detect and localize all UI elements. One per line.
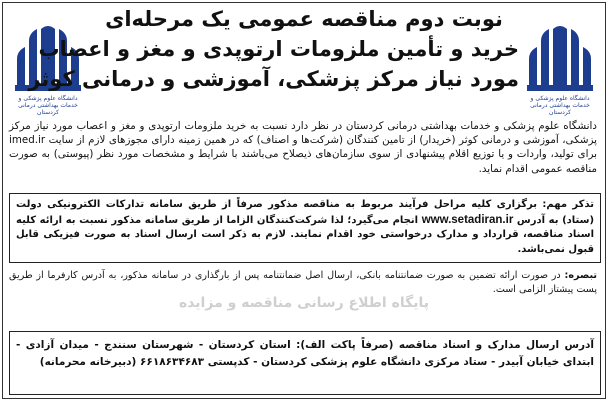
notice-text-part1: تذکر مهم: برگزاری کلیه مراحل فرآیند مربوط به مناقصه مذکور صرفاً از طریق سامانه تدارکات الکترونیکی دولت (ستاد) به آدرس [16,199,595,226]
notice-text-part2: انجام می‌گیرد؛ لذا شرکت‌کنندگان الزاما از طریق سامانه مذکور نسبت به ارائه کلیه اسناد مناقصه، قرارداد و مدارک درخواستی خود اقدام نمایند. لازم به ذکر است ارسال اسناد به صورت فیزیکی قابل قبول نمی‌باشد. [16,214,594,255]
note-text: در صورت ارائه تضمین به صورت ضمانتنامه بانکی، ارسال اصل ضمانتنامه پس از بارگذاری در سامانه مذکور، به آدرس کارفرما از طریق پست پیشتاز الزامی است. [9,270,597,295]
important-notice-box [9,193,601,263]
watermark-text: پایگاه اطلاع رسانی مناقصه و مزایده [178,295,430,311]
setad-website-link[interactable]: www.setadiran.ir [421,213,514,226]
address-box: آدرس ارسال مدارک و اسناد مناقصه (صرفاً پاکت الف): استان کردستان - شهرستان سنندج - میدان آزادی - ابتدای خیابان آبیدر - ستاد مرکزی دانشگاه علوم پزشکی کردستان - کدپستی ۶۶۱۸۶۳۴۶۸۳ (دبیرخانه محرمانه) [9,331,601,395]
note-paragraph [9,269,597,296]
logo-caption: دانشگاه علوم پزشکی و خدمات بهداشتی درمانی کردستان [18,95,78,116]
tender-announcement [2,2,606,399]
announcement-title-line3: مورد نیاز مرکز پزشکی، آموزشی و درمانی کوثر [28,67,519,91]
intro-paragraph: دانشگاه علوم پزشکی و خدمات بهداشتی درمانی کردستان در نظر دارد نسبت به خرید ملزومات ارتوپدی و مغز و اعصاب مورد نیاز مرکز پزشکی، آموزشی و درمانی کوثر (خریدار) از تامین کنندگان (شرکت‌ها و اصناف) که در همین زمینه دارای مجوزهای لازم از سایت imed.ir برای تولید، واردات و یا توزیع اقلام پیشنهادی از سوی سازمان‌های ذیصلاح می‌باشند با شرایط و مشخصات مورد نظر (پیوستی) به صورت مناقصه عمومی اقدام نماید. [9,120,597,175]
note-label: تبصره: [564,270,597,281]
announcement-title-line2: خرید و تأمین ملزومات ارتوپدی و مغز و اعصاب [38,37,519,61]
university-logo-right [523,21,597,116]
university-emblem-icon [523,21,597,95]
announcement-title-line1: نوبت دوم مناقصه عمومی یک مرحله‌ای [105,7,503,31]
logo-caption: دانشگاه علوم پزشکی و خدمات بهداشتی درمانی کردستان [530,95,590,116]
